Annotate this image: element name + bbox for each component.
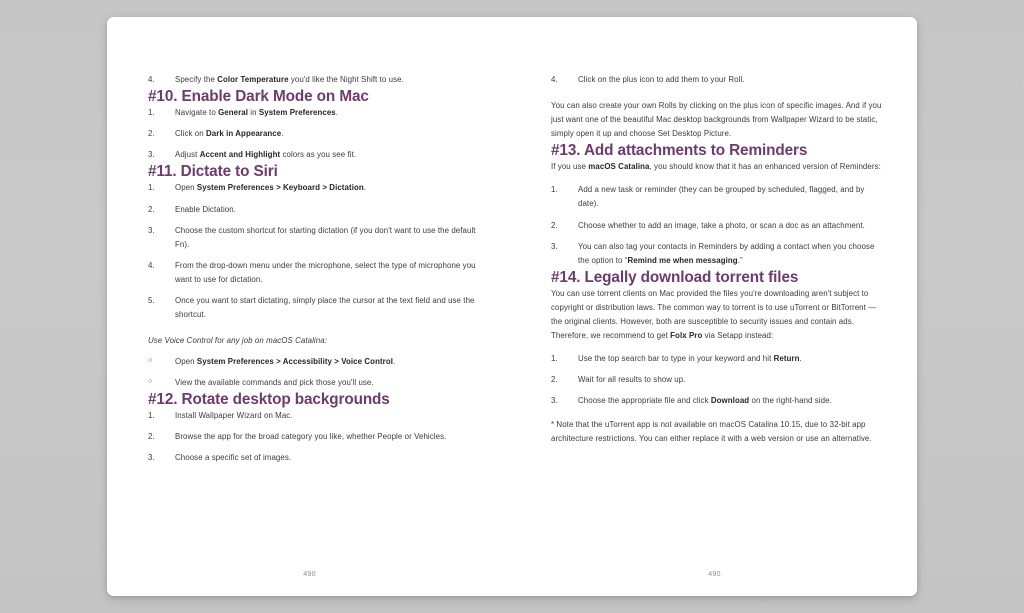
list-item [551, 373, 885, 387]
section-heading-13: #13. Add attachments to Reminders [551, 142, 808, 160]
list-item [551, 352, 885, 366]
list-marker: 3. [551, 396, 558, 406]
list-marker: 1. [148, 108, 155, 118]
list-marker: 2. [551, 375, 558, 385]
list-text: Choose a specific set of images. [175, 453, 292, 463]
list-text-bold-1: Accent and Highlight [199, 150, 281, 160]
list-text-bold-1: Download [710, 396, 750, 406]
list-text: Install Wallpaper Wizard on Mac. [175, 411, 293, 421]
list-text-before: Use the top search bar to type in your keyword and hit [578, 354, 774, 364]
lead-after: , you should know that it has an enhanced version of Reminders: [649, 162, 881, 172]
list-text: Browse the app for the broad category you like, whether People or Vehicles. [175, 432, 447, 442]
list-text-bold-1: Dark in Appearance [205, 129, 282, 139]
list-marker: 2. [148, 204, 155, 214]
voice-control-lead: Use Voice Control for any job on macOS Catalina: [148, 335, 327, 345]
right-top-list [551, 73, 885, 87]
list-item [551, 219, 885, 233]
list-text-after: .” [737, 255, 743, 265]
list-item [148, 148, 482, 162]
list-marker: 1. [148, 183, 155, 193]
list-text-before: Open [175, 357, 197, 367]
section-13-list [551, 183, 885, 267]
book-spread [107, 17, 917, 596]
list-item [148, 376, 482, 390]
list-marker: 2. [551, 220, 558, 230]
list-text-before: Navigate to [175, 108, 219, 118]
list-marker: 2. [148, 129, 155, 139]
page-number-left: 490 [303, 571, 316, 578]
list-text-before: From the drop-down menu under the microphone, select the type of microphone you want to use for dictation. [175, 260, 476, 284]
page-left-content [148, 73, 482, 465]
list-item [148, 355, 482, 369]
bullet-circle-icon: ○ [148, 357, 153, 365]
lead-bold: macOS Catalina [588, 162, 650, 172]
bullet-circle-icon: ○ [148, 378, 153, 386]
section-14-footnote: * Note that the uTorrent app is not available on macOS Catalina 10.15, due to 32-bit app architecture restrictions. You can either replace it with a web version or use an alternative. [551, 420, 872, 444]
list-text-after: on the right-hand side. [749, 396, 832, 406]
list-item [551, 240, 885, 268]
list-marker: 3. [148, 225, 155, 235]
lead-before: You can use torrent clients on Mac provided the files you're downloading aren't subject to copyright or distribution laws. The common way to torrent is to use uTorrent or BitTorrent — the original clients. However, both are susceptible to security issues and contain ads. Therefore, we recommend to get [551, 288, 877, 341]
list-text-after: . [281, 129, 284, 139]
list-text: Click on the plus icon to add them to your Roll. [578, 75, 745, 84]
section-11-list [148, 181, 482, 322]
list-marker: 4. [148, 75, 155, 84]
list-text-bold: Color Temperature [217, 75, 289, 84]
list-text-before: Click on [175, 129, 206, 139]
list-marker: 3. [148, 150, 155, 160]
section-10-list [148, 106, 482, 162]
section-14-lead [551, 287, 885, 343]
list-text-before: You can also tag your contacts in Reminders by adding a contact when you choose the option to “ [578, 241, 875, 265]
list-text-before: Adjust [175, 150, 200, 160]
section-heading-12: #12. Rotate desktop backgrounds [148, 391, 390, 409]
list-text-before: Once you want to start dictating, simply place the cursor at the text field and use the shortcut. [175, 295, 475, 319]
list-item [551, 183, 885, 211]
page-right [512, 17, 917, 596]
list-marker: 5. [148, 295, 155, 305]
list-text-before: Choose the appropriate file and click [578, 396, 711, 406]
list-text-before: Add a new task or reminder (they can be grouped by scheduled, flagged, and by date). [578, 185, 865, 209]
list-text-before: Choose whether to add an image, take a photo, or scan a doc as an attachment. [578, 220, 865, 230]
list-marker: 1. [551, 354, 558, 364]
list-text-before: Wait for all results to show up. [578, 375, 686, 385]
intro-paragraph: You can also create your own Rolls by clicking on the plus icon of specific images. And if you just want one of the beautiful Mac desktop backgrounds from Wallpaper Wizard to be static, simply open it up and choose Set Desktop Picture. [551, 101, 882, 139]
list-text-mid: in [248, 108, 259, 118]
list-item [551, 394, 885, 408]
list-marker: 3. [148, 453, 155, 463]
list-item [148, 73, 482, 87]
section-heading-11: #11. Dictate to Siri [148, 163, 278, 181]
list-text-before: Open [175, 183, 197, 193]
lead-bold: Folx Pro [670, 331, 703, 341]
list-text-before: Specify the [175, 75, 218, 84]
page-number-right: 490 [708, 571, 721, 578]
list-text-bold-1: System Preferences > Accessibility > Voice Control [196, 357, 393, 367]
list-marker: 1. [551, 185, 558, 195]
lead-before: If you use [551, 162, 589, 172]
list-item [148, 224, 482, 252]
list-text-before: Choose the custom shortcut for starting dictation (if you don't want to use the default Fn). [175, 225, 476, 249]
list-marker: 4. [148, 260, 155, 270]
section-13-lead [551, 160, 885, 174]
section-12-list [148, 409, 482, 465]
voice-control-list [148, 355, 482, 390]
list-item [148, 430, 482, 444]
list-text-after: . [799, 354, 802, 364]
list-item [148, 203, 482, 217]
list-text-after: . [393, 357, 396, 367]
list-text-bold-1: System Preferences > Keyboard > Dictation [196, 183, 364, 193]
list-item [148, 409, 482, 423]
list-text-after: . [363, 183, 367, 193]
list-text-bold-2: System Preferences [258, 108, 336, 118]
list-text-before: View the available commands and pick those you'll use. [175, 378, 374, 388]
left-top-list [148, 73, 482, 87]
list-marker: 4. [551, 75, 558, 84]
section-heading-14: #14. Legally download torrent files [551, 268, 799, 286]
list-text-bold-1: Return [773, 354, 800, 364]
list-text-after: . [335, 108, 339, 118]
section-14-list [551, 352, 885, 408]
list-item [148, 127, 482, 141]
list-item [148, 106, 482, 120]
list-marker: 2. [148, 432, 155, 442]
list-item [148, 294, 482, 322]
list-item [148, 181, 482, 195]
list-text-bold-1: Remind me when messaging [627, 255, 738, 265]
list-text-before: Enable Dictation. [175, 204, 237, 214]
list-item [148, 259, 482, 287]
list-marker: 3. [551, 241, 558, 251]
lead-after: via Setapp instead: [702, 331, 774, 341]
list-text-after: you'd like the Night Shift to use. [288, 75, 404, 84]
list-text-after: colors as you see fit. [280, 150, 357, 160]
list-marker: 1. [148, 411, 155, 421]
page-left [107, 17, 512, 596]
section-heading-10: #10. Enable Dark Mode on Mac [148, 88, 369, 106]
list-text-bold-1: General [218, 108, 249, 118]
page-right-content [551, 73, 885, 446]
list-item [148, 451, 482, 465]
list-item [551, 73, 885, 87]
